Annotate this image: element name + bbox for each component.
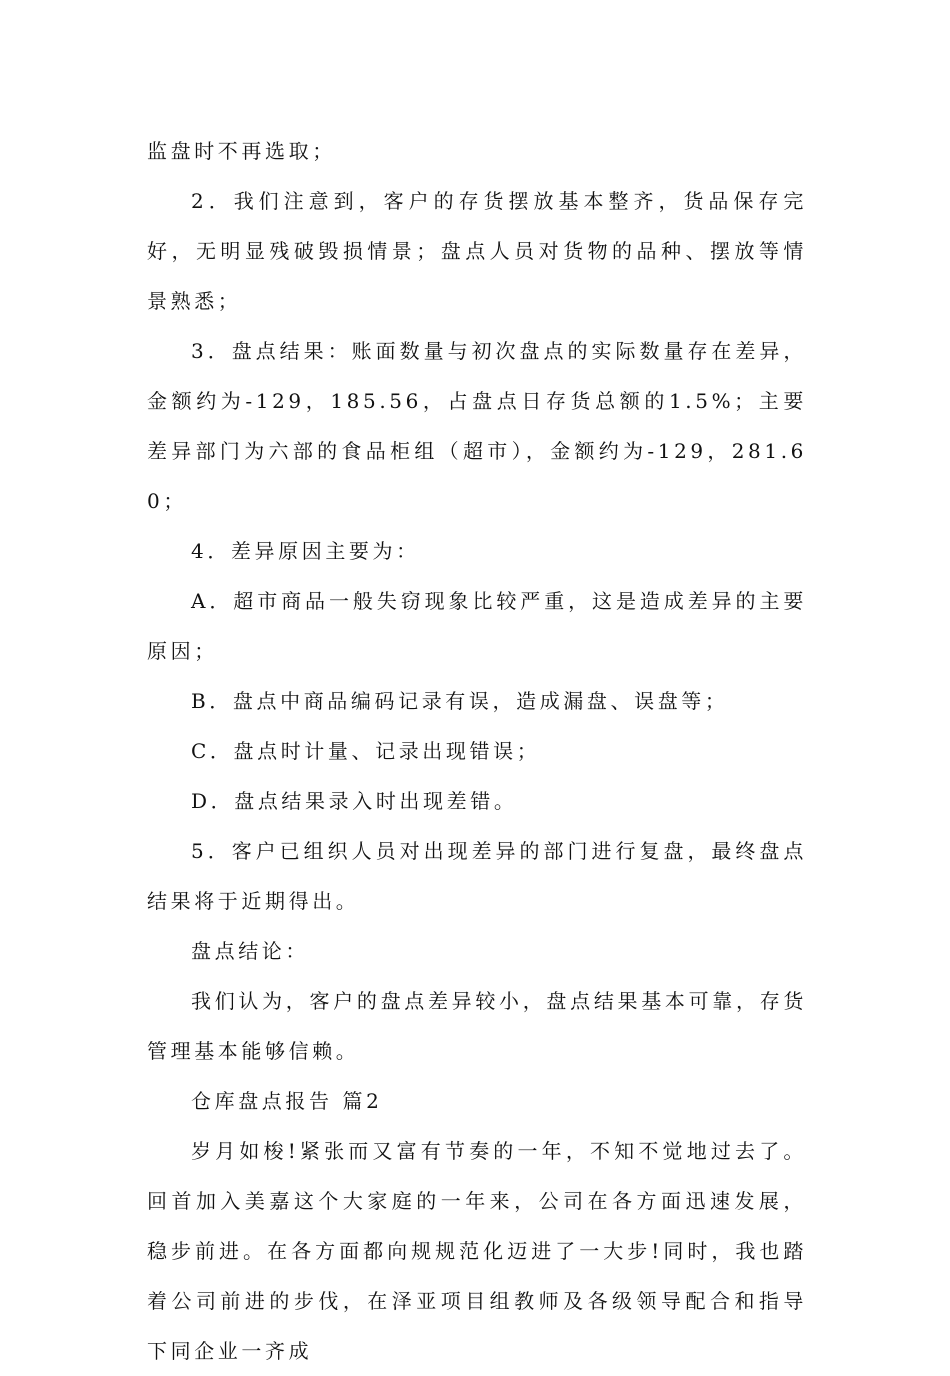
section-title: 仓库盘点报告 篇2 [191, 1089, 383, 1113]
paragraph-item-2: 2．我们注意到，客户的存货摆放基本整齐，货品保存完好，无明显残破毁损情景；盘点人员对货物的品种、摆放等情景熟悉； [147, 189, 807, 313]
paragraph-reason-a: A．超市商品一般失窃现象比较严重，这是造成差异的主要原因； [147, 589, 807, 663]
paragraph-reason-b: B．盘点中商品编码记录有误，造成漏盘、误盘等； [191, 689, 729, 713]
paragraph-reason-c: C．盘点时计量、记录出现错误； [191, 739, 541, 763]
paragraph-continuation: 监盘时不再选取； [147, 139, 336, 163]
paragraph-item-5: 5．客户已组织人员对出现差异的部门进行复盘，最终盘点结果将于近期得出。 [147, 839, 807, 913]
report-2-paragraph: 岁月如梭!紧张而又富有节奏的一年，不知不觉地过去了。回首加入美嘉这个大家庭的一年来，公司在各方面迅速发展，稳步前进。在各方面都向规规范化迈进了一大步!同时，我也踏着公司前进的步伐，在泽亚项目组教师及各级领导配合和指导下同企业一齐成 [147, 1139, 807, 1363]
paragraph-item-4: 4．差异原因主要为： [191, 539, 420, 563]
document-body [147, 126, 807, 1376]
paragraph-item-3: 3．盘点结果：账面数量与初次盘点的实际数量存在差异，金额约为-129，185.56，占盘点日存货总额的1.5%；主要差异部门为六部的食品柜组（超市），金额约为-129，281.60； [147, 339, 807, 513]
conclusion-text: 我们认为，客户的盘点差异较小，盘点结果基本可靠，存货管理基本能够信赖。 [147, 989, 807, 1063]
paragraph-reason-d: D．盘点结果录入时出现差错。 [191, 789, 518, 813]
conclusion-heading: 盘点结论： [191, 939, 309, 963]
